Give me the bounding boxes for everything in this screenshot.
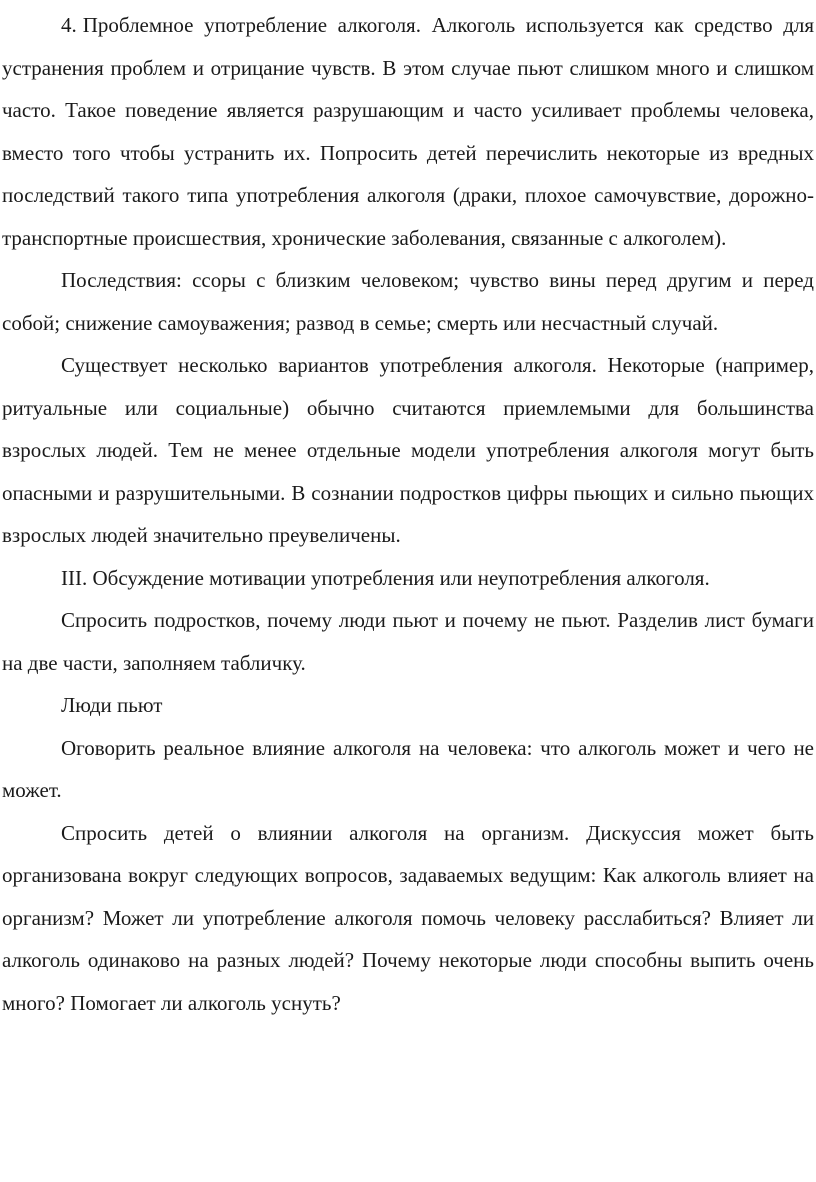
paragraph-text: Алкоголь используется как средство для устранения проблем и отрицание чувств. В этом случае пьют слишком много и слишком часто. Такое поведение является разрушающим и часто усиливает проблемы человека, вместо того чтобы устранить их. Попросить детей перечислить некоторые из вредных последствий такого типа употребления алкоголя (драки, плохое самочувствие, дорожно-транспортные происшествия, хронические заболевания, связанные с алкоголем). <box>2 13 815 250</box>
paragraph-consequences <box>2 259 814 344</box>
paragraph-discussion-questions <box>2 812 814 1025</box>
paragraph-ask-teens <box>2 599 814 684</box>
paragraph-text: Спросить детей о влиянии алкоголя на организм. Дискуссия может быть организована вокруг следующих вопросов, задаваемых ведущим: Как алкоголь влияет на организм? Может ли употребление алкоголя помочь человеку расслабиться? Влияет ли алкоголь одинаково на разных людей? Почему некоторые люди способны выпить очень много? Помогает ли алкоголь уснуть? <box>2 820 814 1015</box>
paragraph-text: Люди пьют <box>61 693 163 717</box>
paragraph-text: III. Обсуждение мотивации употребления или неупотребления алкоголя. <box>61 565 710 590</box>
paragraph-text: Спросить подростков, почему люди пьют и почему не пьют. Разделив лист бумаги на две части, заполняем табличку. <box>2 608 814 675</box>
paragraph-text: Существует несколько вариантов употребления алкоголя. Некоторые (например, ритуальные или социальные) обычно считаются приемлемыми для большинства взрослых людей. Тем не менее отдельные модели употребления алкоголя могут быть опасными и разрушительными. В сознании подростков цифры пьющих и сильно пьющих взрослых людей значительно преувеличены. <box>2 353 814 547</box>
paragraph-text: Оговорить реальное влияние алкоголя на человека: что алкоголь может и чего не может. <box>2 735 814 802</box>
paragraph-text: Последствия: ссоры с близким человеком; чувство вины перед другим и перед собой; снижение самоуважения; развод в семье; смерть или несчастный случай. <box>2 268 814 335</box>
paragraph-people-drink <box>2 684 814 727</box>
section-heading: Проблемное употребление алкоголя. <box>82 13 421 37</box>
section-number: 4. <box>61 13 77 37</box>
paragraph-section-three-heading <box>2 557 814 600</box>
paragraph-problem-drinking <box>2 4 814 259</box>
paragraph-real-influence <box>2 727 814 812</box>
paragraph-drinking-variants <box>2 344 814 557</box>
